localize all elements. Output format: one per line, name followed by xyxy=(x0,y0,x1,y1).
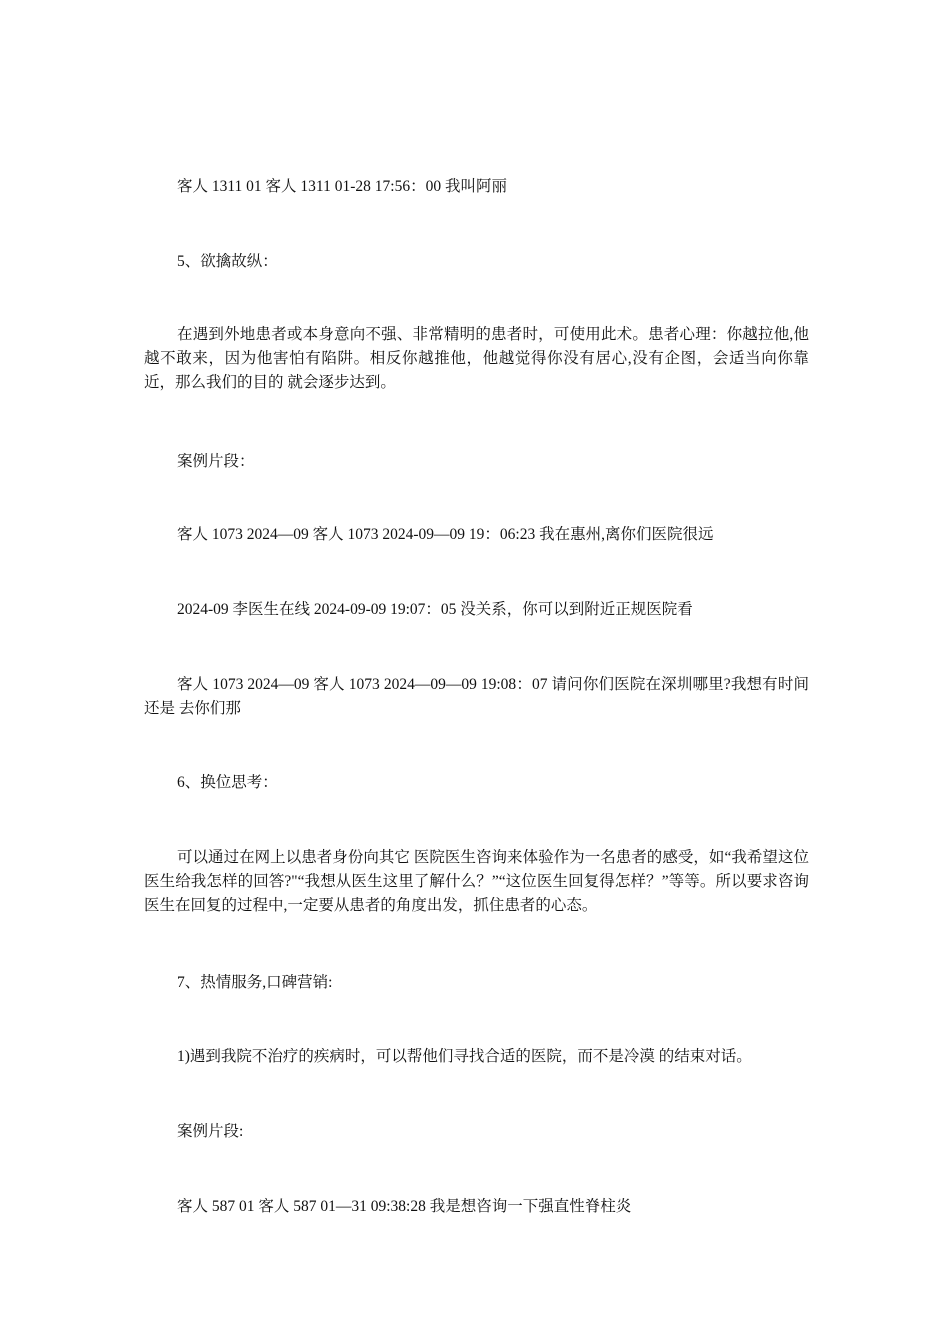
body-paragraph-6: 可以通过在网上以患者身份向其它 医院医生咨询来体验作为一名患者的感受，如“我希望这位医生给我怎样的回答?"“我想从医生这里了解什么？”“这位医生回复得怎样？”等等。所以要求咨询医生在回复的过程中,一定要从患者的角度出发，抓住患者的心态。 xyxy=(144,849,809,914)
chat-line-guest-587: 客人 587 01 客人 587 01—31 09:38:28 我是想咨询一下强直性脊柱炎 xyxy=(177,1198,632,1215)
body-paragraph-5: 在遇到外地患者或本身意向不强、非常精明的患者时，可使用此术。患者心理：你越拉他,他越不敢来，因为他害怕有陷阱。相反你越推他，他越觉得你没有居心,没有企图，会适当向你靠近，那么我们的目的 就会逐步达到。 xyxy=(144,326,809,391)
body-paragraph-7-1: 1)遇到我院不治疗的疾病时，可以帮他们寻找合适的医院，而不是冷漠 的结束对话。 xyxy=(177,1048,752,1065)
section-heading-6: 6、换位思考： xyxy=(177,774,278,791)
chat-line-guest-1073-a: 客人 1073 2024—09 客人 1073 2024-09—09 19：06:23 我在惠州,离你们医院很远 xyxy=(177,526,714,543)
case-label-2: 案例片段: xyxy=(177,1123,244,1140)
chat-line-guest-1073-b: 客人 1073 2024—09 客人 1073 2024—09—09 19:08：07 请问你们医院在深圳哪里?我想有时间还是 去你们那 xyxy=(144,676,809,717)
section-heading-7: 7、热情服务,口碑营销: xyxy=(177,974,333,991)
section-heading-5: 5、欲擒故纵： xyxy=(177,253,278,270)
chat-line-guest-1311: 客人 1311 01 客人 1311 01-28 17:56：00 我叫阿丽 xyxy=(177,178,507,195)
case-label-1: 案例片段： xyxy=(177,453,255,470)
chat-line-doctor-li: 2024-09 李医生在线 2024-09-09 19:07：05 没关系，你可以到附近正规医院看 xyxy=(177,601,693,618)
